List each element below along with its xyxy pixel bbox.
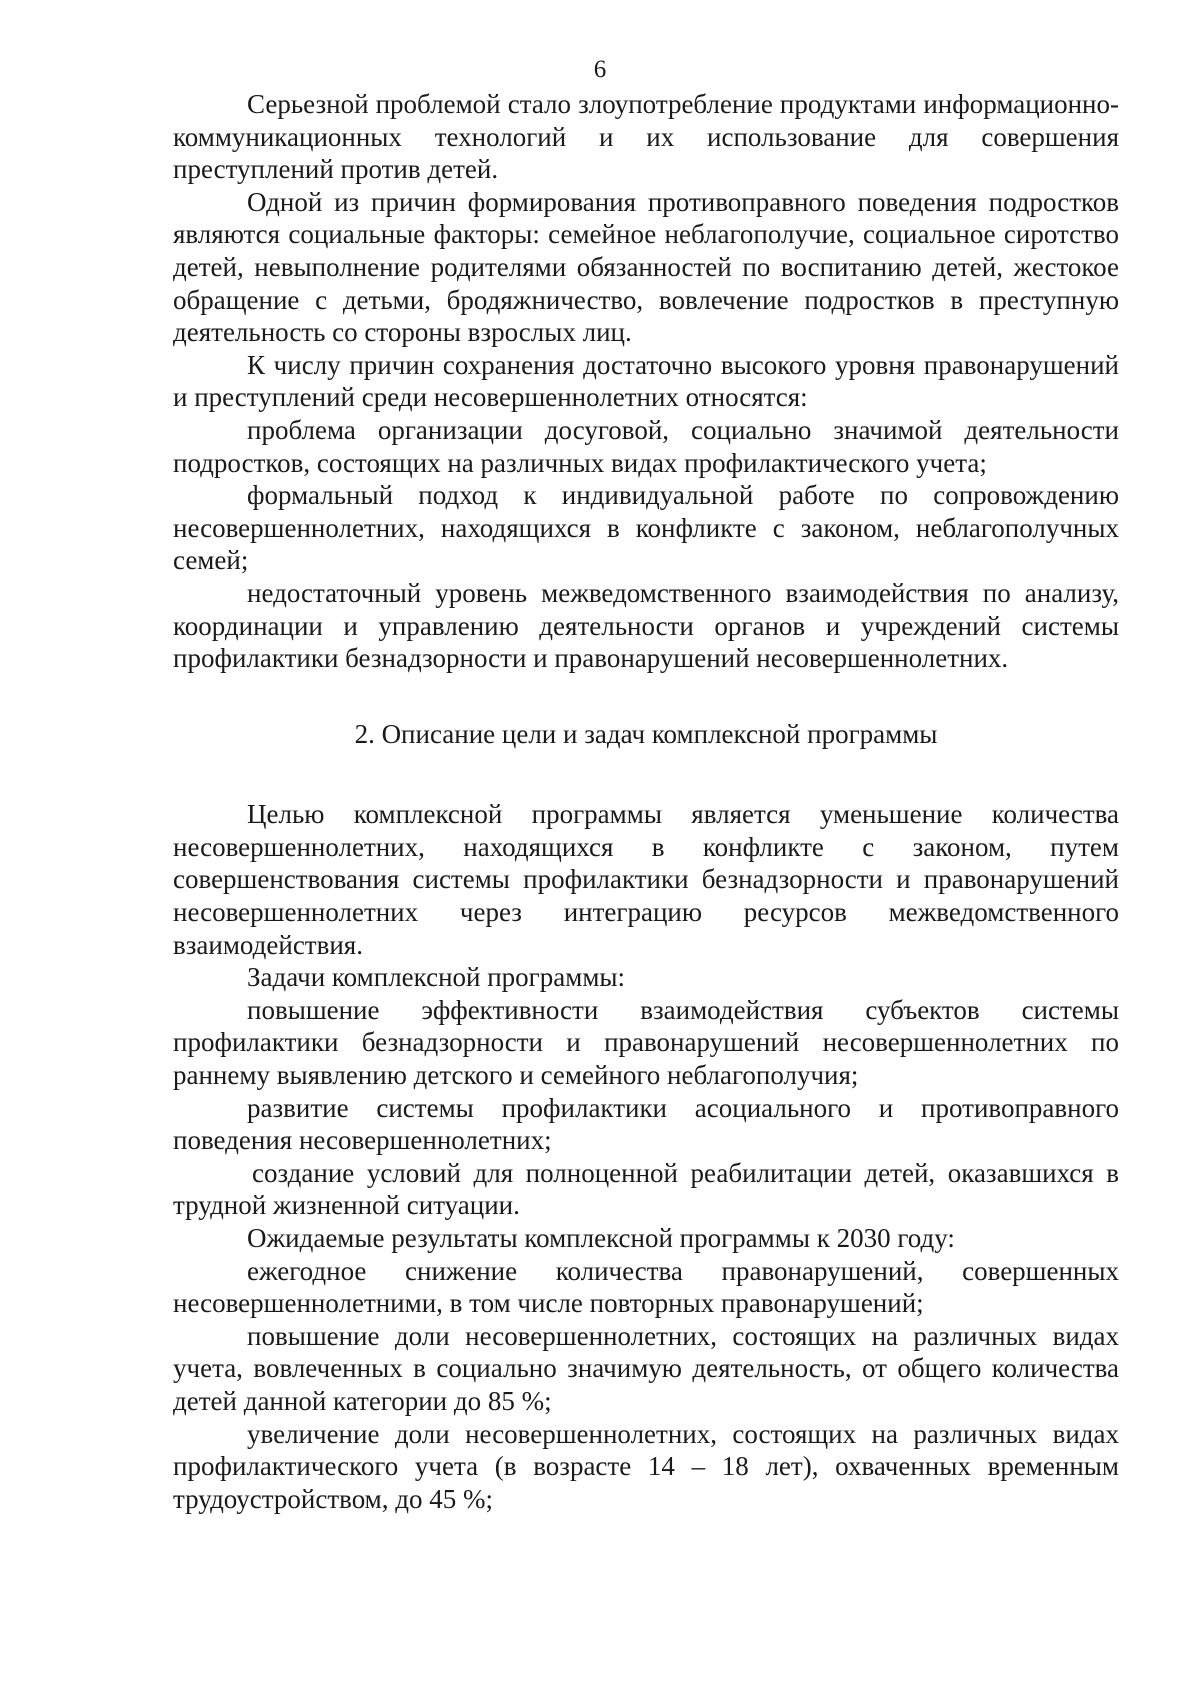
list-item: повышение доли несовершеннолетних, состоящих на различных видах учета, вовлеченных в социально значимую деятельность, от общего количества детей данной категории до 85 %; <box>173 1320 1119 1416</box>
paragraph: К числу причин сохранения достаточно высокого уровня правонарушений и преступлений среди несовершеннолетних относятся: <box>173 349 1119 413</box>
list-item: формальный подход к индивидуальной работе по сопровождению несовершеннолетних, находящихся в конфликте с законом, неблагополучных семей; <box>173 480 1119 576</box>
paragraph: Серьезной проблемой стало злоупотребление продуктами информационно-коммуникационных технологий и их использование для совершения преступлений против детей. <box>173 89 1119 185</box>
list-item: ежегодное снижение количества правонарушений, совершенных несовершеннолетними, в том числе повторных правонарушений; <box>173 1255 1119 1319</box>
page-number: 6 <box>593 56 607 83</box>
list-item: создание условий для полноценной реабилитации детей, оказавшихся в трудной жизненной ситуации. <box>173 1157 1119 1221</box>
section-heading: 2. Описание цели и задач комплексной программы <box>354 718 938 749</box>
paragraph: Одной из причин формирования противоправного поведения подростков являются социальные факторы: семейное неблагополучие, социальное сиротство детей, невыполнение родителями обязанностей по воспитанию детей, жестокое обращение с детьми, бродяжничество, вовлечение подростков в преступную деятельность со стороны взрослых лиц. <box>173 186 1119 348</box>
list-item: повышение эффективности взаимодействия субъектов системы профилактики безнадзорности и правонарушений несовершеннолетних по раннему выявлению детского и семейного неблагополучия; <box>173 994 1119 1091</box>
paragraph: Задачи комплексной программы: <box>247 962 626 993</box>
list-item: увеличение доли несовершеннолетних, состоящих на различных видах профилактического учета (в возрасте 14 – 18 лет), охваченных временным трудоустройством, до 45 %; <box>173 1418 1119 1514</box>
list-item: недостаточный уровень межведомственного взаимодействия по анализу, координации и управлению деятельности органов и учреждений системы профилактики безнадзорности и правонарушений несовершеннолетних. <box>173 577 1119 674</box>
paragraph: Целью комплексной программы является уменьшение количества несовершеннолетних, находящихся в конфликте с законом, путем совершенствования системы профилактики безнадзорности и правонарушений несовершеннолетних через интеграцию ресурсов межведомственного взаимодействия. <box>173 799 1119 960</box>
paragraph: Ожидаемые результаты комплексной программы к 2030 году: <box>247 1223 955 1253</box>
document-body <box>173 88 1119 1515</box>
list-item: развитие системы профилактики асоциального и противоправного поведения несовершеннолетних; <box>173 1092 1119 1156</box>
list-item: проблема организации досуговой, социально значимой деятельности подростков, состоящих на различных видах профилактического учета; <box>173 414 1119 478</box>
